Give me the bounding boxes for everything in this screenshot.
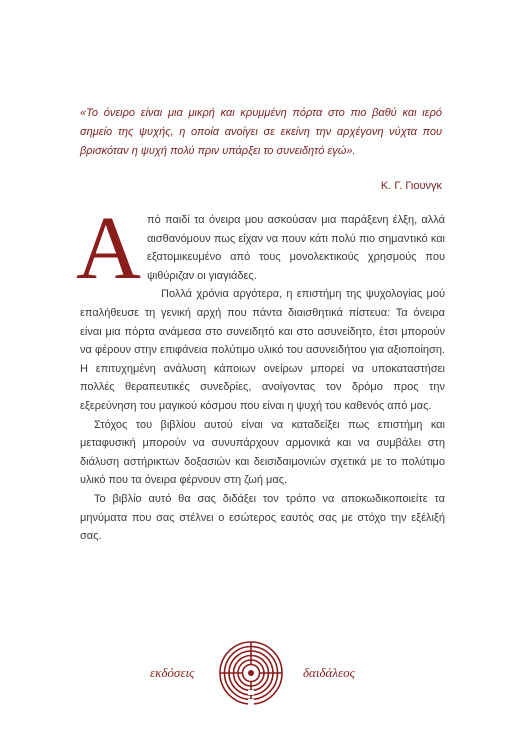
paragraph-1-text: πό παιδί τα όνειρα μου ασκούσαν μια παράξενη έλξη, αλλά αισθανόμουν πως είχαν να πουν κάτι πολύ πιο σημαντικό και εξατομικευμένο από τους μονολεκτικούς χρησμούς που ψιθύριζαν οι γιαγιάδες. (147, 214, 445, 282)
publisher-label-right: δαιδάλεος (303, 665, 355, 680)
publisher-footer (0, 635, 510, 715)
body-text (76, 199, 445, 546)
paragraph-1 (76, 199, 445, 298)
publisher-label-left: εκδόσεις (150, 665, 195, 680)
paragraph-3: Στόχος του βιβλίου αυτού είναι να καταδείξει πως επιστήμη και μεταφυσική μπορούν να συνυπάρχουν αρμονικά και να συμβάλει στη διάλυση αστήρικτων δοξασιών και δεισιδαιμονιών σχετικά με το πολύτιμο υλικό που τα όνειρα φέρνουν στη ζωή μας. (80, 418, 445, 487)
epigraph-quote: «Το όνειρο είναι μια μικρή και κρυμμένη πόρτα στο πιο βαθύ και ιερό σημείο της ψυχής, η οποία ανοίγει σε εκείνη την αρχέγονη νύχτα που βρισκόταν η ψυχή πολύ πριν υπάρξει το συνειδητό εγώ». (80, 107, 442, 157)
paragraph-4: Το βιβλίο αυτό θα σας διδάξει τον τρόπο να αποκωδικοποιείτε τα μηνύματα που σας στέλνει ο εσώτερος εαυτός σας με στόχο την εξέλιξή σας. (80, 492, 445, 543)
labyrinth-icon (218, 640, 284, 706)
epigraph-author: Κ. Γ. Γιουνγκ (380, 180, 442, 192)
drop-cap: Α (76, 199, 141, 298)
paragraph-2: Πολλά χρόνια αργότερα, η επιστήμη της ψυχολογίας μού επαλήθευσε τη γενική αρχή που πάντα διαισθητικά πίστευα: Τα όνειρα είναι μια πόρτα ανάμεσα στο συνειδητό και στο ασυνείδητο, έτσι μπορούν να φέρουν στην επιφάνεια πολύτιμο υλικό του ασυνειδήτου για αξιοποίηση. Η επιτυχημένη ανάλυση κάποιων ονείρων μπορεί να υποκαταστήσει πολλές θεραπευτικές συνεδρίες, ανοίγοντας τον δρόμο προς την εξερεύνηση του μαγικού κόσμου που είναι η ψυχή του καθενός από μας. (80, 288, 445, 412)
